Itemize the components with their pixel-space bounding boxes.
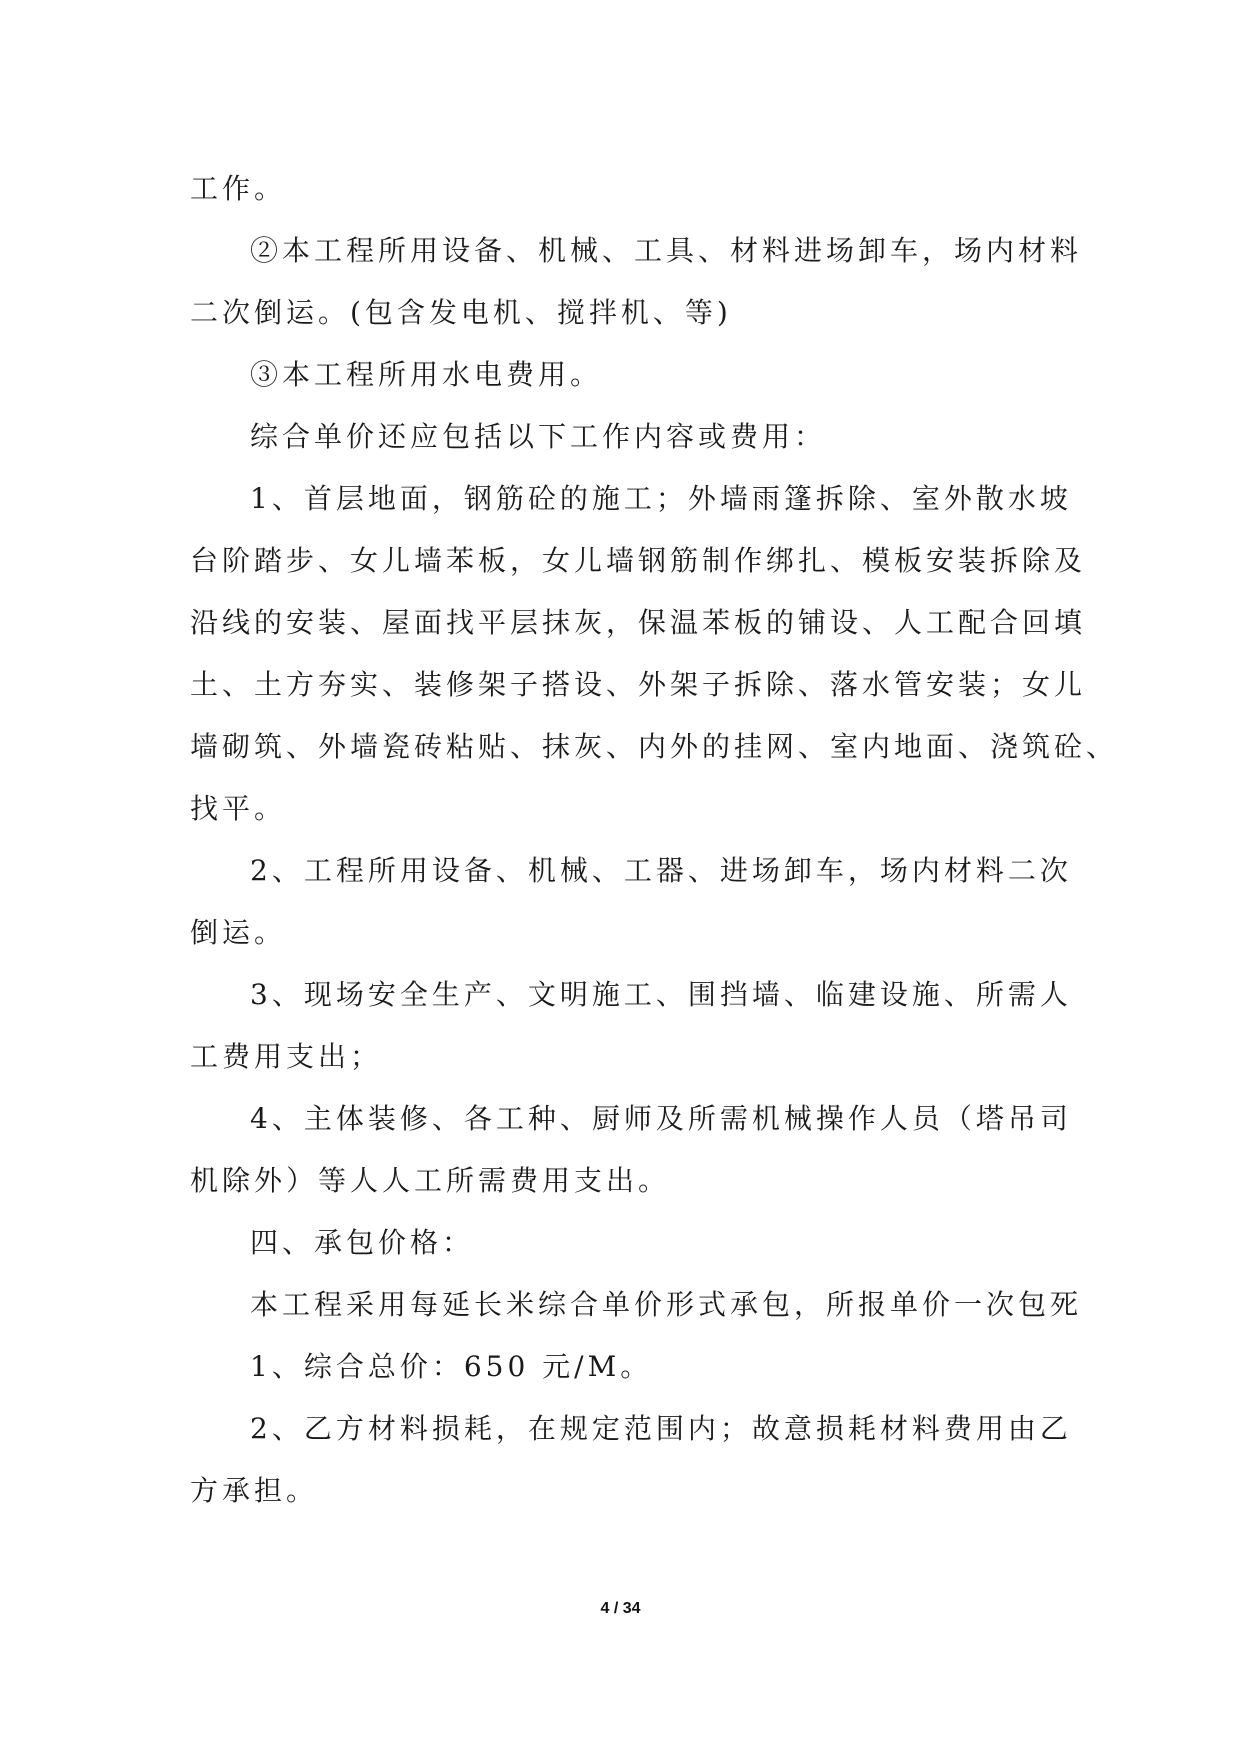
text-line: 二次倒运。(包含发电机、搅拌机、等) bbox=[190, 296, 732, 329]
text-line: 综合单价还应包括以下工作内容或费用： bbox=[250, 420, 827, 453]
text-line: 四、承包价格： bbox=[250, 1226, 475, 1259]
document-body bbox=[190, 158, 1119, 1522]
text-line: 沿线的安装、屋面找平层抹灰，保温苯板的铺设、人工配合回填 bbox=[190, 606, 1087, 639]
text-line: 2、工程所用设备、机械、工器、进场卸车，场内材料二次 bbox=[250, 854, 1072, 887]
text-line: 找平。 bbox=[190, 792, 287, 825]
text-line: 方承担。 bbox=[190, 1474, 319, 1507]
text-line: ③本工程所用水电费用。 bbox=[250, 358, 603, 391]
text-line: 2、乙方材料损耗，在规定范围内；故意损耗材料费用由乙 bbox=[250, 1412, 1072, 1445]
text-line: 工作。 bbox=[190, 172, 287, 205]
text-line: 台阶踏步、女儿墙苯板，女儿墙钢筋制作绑扎、模板安装拆除及 bbox=[190, 544, 1087, 577]
text-line: 墙砌筑、外墙瓷砖粘贴、抹灰、内外的挂网、室内地面、浇筑砼、 bbox=[190, 730, 1119, 763]
text-line: 倒运。 bbox=[190, 916, 287, 949]
text-line: 土、土方夯实、装修架子搭设、外架子拆除、落水管安装；女儿 bbox=[190, 668, 1087, 701]
text-line: 本工程采用每延长米综合单价形式承包，所报单价一次包死 bbox=[250, 1288, 1083, 1321]
text-line: ②本工程所用设备、机械、工具、材料进场卸车，场内材料 bbox=[250, 234, 1083, 267]
text-line: 机除外）等人人工所需费用支出。 bbox=[190, 1164, 671, 1197]
page-number: 4 / 34 bbox=[600, 1600, 641, 1617]
text-line: 3、现场安全生产、文明施工、围挡墙、临建设施、所需人 bbox=[250, 978, 1072, 1011]
text-line: 工费用支出； bbox=[190, 1040, 383, 1073]
text-line: 4、主体装修、各工种、厨师及所需机械操作人员（塔吊司 bbox=[250, 1102, 1072, 1135]
text-line: 1、综合总价：650 元/M。 bbox=[250, 1350, 653, 1383]
text-line: 1、首层地面，钢筋砼的施工；外墙雨篷拆除、室外散水坡 bbox=[250, 482, 1072, 515]
